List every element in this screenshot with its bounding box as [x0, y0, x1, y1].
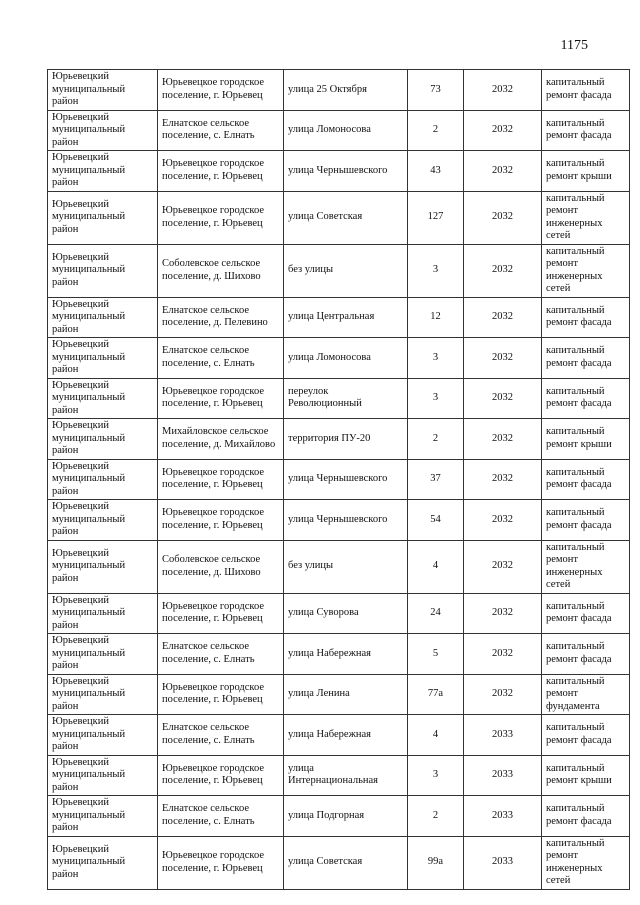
work-type-cell: капитальный ремонт фасада — [542, 593, 630, 634]
year-cell: 2033 — [464, 755, 542, 796]
year-cell: 2033 — [464, 836, 542, 889]
house-number-cell: 77а — [408, 674, 464, 715]
street-cell: улица 25 Октября — [284, 70, 408, 111]
table-row — [48, 459, 630, 500]
street-cell: улица Чернышевского — [284, 500, 408, 541]
year-cell: 2032 — [464, 151, 542, 192]
street-cell: улица Интернациональная — [284, 755, 408, 796]
district-cell: Юрьевецкий муниципальный район — [48, 191, 158, 244]
house-number-cell: 3 — [408, 338, 464, 379]
work-type-cell: капитальный ремонт инженерных сетей — [542, 191, 630, 244]
settlement-cell: Соболевское сельское поселение, д. Шихово — [158, 540, 284, 593]
table-row — [48, 836, 630, 889]
house-number-cell: 43 — [408, 151, 464, 192]
street-cell: улица Советская — [284, 191, 408, 244]
settlement-cell: Юрьевецкое городское поселение, г. Юрьевец — [158, 836, 284, 889]
year-cell: 2033 — [464, 715, 542, 756]
settlement-cell: Елнатское сельское поселение, д. Пелевино — [158, 297, 284, 338]
house-number-cell: 2 — [408, 796, 464, 837]
year-cell: 2032 — [464, 70, 542, 111]
table-row — [48, 755, 630, 796]
district-cell: Юрьевецкий муниципальный район — [48, 419, 158, 460]
work-type-cell: капитальный ремонт инженерных сетей — [542, 540, 630, 593]
work-type-cell: капитальный ремонт крыши — [542, 151, 630, 192]
table-row — [48, 500, 630, 541]
house-number-cell: 127 — [408, 191, 464, 244]
year-cell: 2032 — [464, 110, 542, 151]
street-cell: без улицы — [284, 540, 408, 593]
year-cell: 2032 — [464, 500, 542, 541]
year-cell: 2032 — [464, 338, 542, 379]
street-cell: улица Набережная — [284, 634, 408, 675]
settlement-cell: Соболевское сельское поселение, д. Шихово — [158, 244, 284, 297]
house-number-cell: 99а — [408, 836, 464, 889]
district-cell: Юрьевецкий муниципальный район — [48, 110, 158, 151]
settlement-cell: Юрьевецкое городское поселение, г. Юрьевец — [158, 70, 284, 111]
work-type-cell: капитальный ремонт крыши — [542, 755, 630, 796]
house-number-cell: 54 — [408, 500, 464, 541]
district-cell: Юрьевецкий муниципальный район — [48, 297, 158, 338]
district-cell: Юрьевецкий муниципальный район — [48, 540, 158, 593]
house-number-cell: 4 — [408, 715, 464, 756]
street-cell: улица Чернышевского — [284, 151, 408, 192]
house-number-cell: 3 — [408, 378, 464, 419]
settlement-cell: Елнатское сельское поселение, с. Елнать — [158, 796, 284, 837]
table-row — [48, 419, 630, 460]
district-cell: Юрьевецкий муниципальный район — [48, 500, 158, 541]
house-number-cell: 2 — [408, 419, 464, 460]
year-cell: 2032 — [464, 297, 542, 338]
street-cell: переулок Революционный — [284, 378, 408, 419]
street-cell: улица Подгорная — [284, 796, 408, 837]
district-cell: Юрьевецкий муниципальный район — [48, 796, 158, 837]
settlement-cell: Юрьевецкое городское поселение, г. Юрьевец — [158, 500, 284, 541]
work-type-cell: капитальный ремонт фасада — [542, 297, 630, 338]
district-cell: Юрьевецкий муниципальный район — [48, 338, 158, 379]
table-row — [48, 378, 630, 419]
street-cell: улица Центральная — [284, 297, 408, 338]
settlement-cell: Юрьевецкое городское поселение, г. Юрьевец — [158, 378, 284, 419]
house-number-cell: 73 — [408, 70, 464, 111]
work-type-cell: капитальный ремонт крыши — [542, 419, 630, 460]
work-type-cell: капитальный ремонт фасада — [542, 70, 630, 111]
table-row — [48, 297, 630, 338]
settlement-cell: Михайловское сельское поселение, д. Михайлово — [158, 419, 284, 460]
street-cell: без улицы — [284, 244, 408, 297]
house-number-cell: 12 — [408, 297, 464, 338]
year-cell: 2033 — [464, 796, 542, 837]
table-row — [48, 70, 630, 111]
district-cell: Юрьевецкий муниципальный район — [48, 634, 158, 675]
year-cell: 2032 — [464, 459, 542, 500]
year-cell: 2032 — [464, 378, 542, 419]
work-type-cell: капитальный ремонт фасада — [542, 459, 630, 500]
year-cell: 2032 — [464, 634, 542, 675]
year-cell: 2032 — [464, 419, 542, 460]
table-row — [48, 796, 630, 837]
table-row — [48, 110, 630, 151]
house-number-cell: 24 — [408, 593, 464, 634]
district-cell: Юрьевецкий муниципальный район — [48, 715, 158, 756]
page-number: 1175 — [560, 38, 588, 53]
table-row — [48, 593, 630, 634]
street-cell: улица Суворова — [284, 593, 408, 634]
settlement-cell: Елнатское сельское поселение, с. Елнать — [158, 338, 284, 379]
house-number-cell: 2 — [408, 110, 464, 151]
work-type-cell: капитальный ремонт фундамента — [542, 674, 630, 715]
street-cell: улица Советская — [284, 836, 408, 889]
table-row — [48, 244, 630, 297]
work-type-cell: капитальный ремонт фасада — [542, 796, 630, 837]
settlement-cell: Юрьевецкое городское поселение, г. Юрьевец — [158, 674, 284, 715]
house-number-cell: 4 — [408, 540, 464, 593]
table-row — [48, 191, 630, 244]
settlement-cell: Юрьевецкое городское поселение, г. Юрьевец — [158, 191, 284, 244]
table-row — [48, 674, 630, 715]
repair-schedule-table — [47, 69, 630, 890]
work-type-cell: капитальный ремонт инженерных сетей — [542, 244, 630, 297]
street-cell: улица Ленина — [284, 674, 408, 715]
year-cell: 2032 — [464, 593, 542, 634]
house-number-cell: 3 — [408, 755, 464, 796]
table-row — [48, 540, 630, 593]
district-cell: Юрьевецкий муниципальный район — [48, 459, 158, 500]
work-type-cell: капитальный ремонт фасада — [542, 338, 630, 379]
year-cell: 2032 — [464, 674, 542, 715]
work-type-cell: капитальный ремонт фасада — [542, 715, 630, 756]
district-cell: Юрьевецкий муниципальный район — [48, 755, 158, 796]
work-type-cell: капитальный ремонт фасада — [542, 500, 630, 541]
settlement-cell: Елнатское сельское поселение, с. Елнать — [158, 110, 284, 151]
street-cell: территория ПУ-20 — [284, 419, 408, 460]
settlement-cell: Елнатское сельское поселение, с. Елнать — [158, 634, 284, 675]
settlement-cell: Юрьевецкое городское поселение, г. Юрьевец — [158, 755, 284, 796]
year-cell: 2032 — [464, 191, 542, 244]
street-cell: улица Набережная — [284, 715, 408, 756]
district-cell: Юрьевецкий муниципальный район — [48, 378, 158, 419]
table-body — [48, 70, 630, 890]
street-cell: улица Ломоносова — [284, 110, 408, 151]
table-row — [48, 634, 630, 675]
work-type-cell: капитальный ремонт фасада — [542, 634, 630, 675]
street-cell: улица Ломоносова — [284, 338, 408, 379]
table-row — [48, 338, 630, 379]
district-cell: Юрьевецкий муниципальный район — [48, 674, 158, 715]
work-type-cell: капитальный ремонт фасада — [542, 378, 630, 419]
district-cell: Юрьевецкий муниципальный район — [48, 151, 158, 192]
house-number-cell: 3 — [408, 244, 464, 297]
settlement-cell: Елнатское сельское поселение, с. Елнать — [158, 715, 284, 756]
table-row — [48, 715, 630, 756]
district-cell: Юрьевецкий муниципальный район — [48, 70, 158, 111]
year-cell: 2032 — [464, 540, 542, 593]
street-cell: улица Чернышевского — [284, 459, 408, 500]
district-cell: Юрьевецкий муниципальный район — [48, 836, 158, 889]
house-number-cell: 37 — [408, 459, 464, 500]
work-type-cell: капитальный ремонт фасада — [542, 110, 630, 151]
settlement-cell: Юрьевецкое городское поселение, г. Юрьевец — [158, 459, 284, 500]
district-cell: Юрьевецкий муниципальный район — [48, 593, 158, 634]
settlement-cell: Юрьевецкое городское поселение, г. Юрьевец — [158, 593, 284, 634]
district-cell: Юрьевецкий муниципальный район — [48, 244, 158, 297]
year-cell: 2032 — [464, 244, 542, 297]
work-type-cell: капитальный ремонт инженерных сетей — [542, 836, 630, 889]
settlement-cell: Юрьевецкое городское поселение, г. Юрьевец — [158, 151, 284, 192]
table-row — [48, 151, 630, 192]
house-number-cell: 5 — [408, 634, 464, 675]
